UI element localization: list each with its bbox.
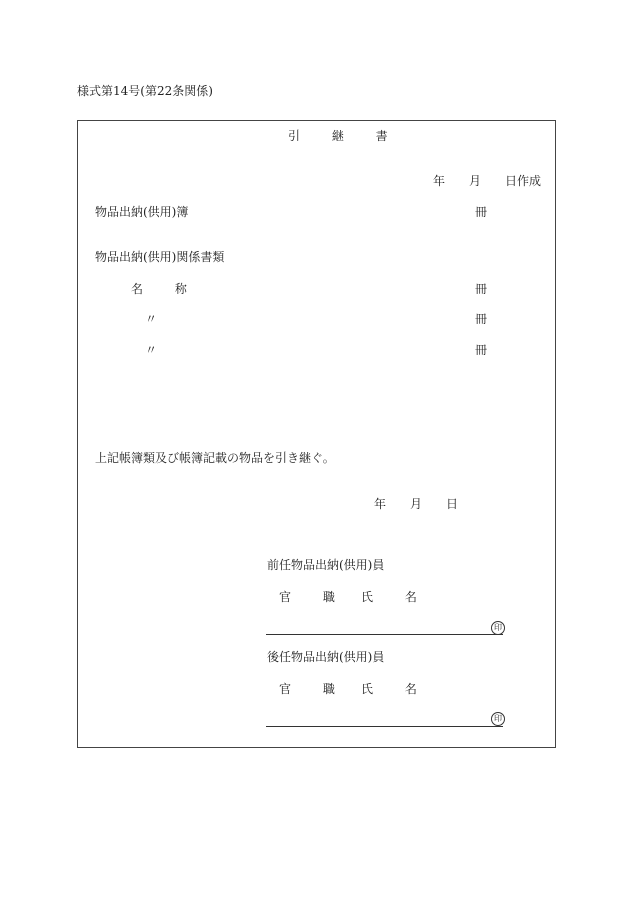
docs-label: 物品出納(供用)関係書類 (95, 250, 225, 264)
docs-row-name: 〃 (145, 343, 158, 357)
former-signature-line (266, 634, 503, 635)
former-name-label: 氏 名 (361, 590, 431, 604)
former-title-label: 官 職 (279, 590, 349, 604)
form-number: 様式第14号(第22条関係) (77, 84, 213, 98)
form-title: 引 継 書 (288, 129, 402, 143)
ledger-unit: 冊 (475, 205, 488, 219)
created-day: 日作成 (505, 174, 542, 188)
successor-officer-label: 後任物品出納(供用)員 (267, 650, 385, 664)
successor-seal-icon: 印 (491, 712, 505, 726)
docs-row-unit: 冊 (475, 282, 488, 296)
successor-signature-line (266, 726, 503, 727)
docs-row-name: 名 称 (131, 282, 201, 296)
successor-name-label: 氏 名 (361, 682, 431, 696)
statement-text: 上記帳簿類及び帳簿記載の物品を引き継ぐ。 (95, 451, 335, 465)
docs-row-name: 〃 (145, 312, 158, 326)
date-month: 月 (410, 497, 423, 511)
created-month: 月 (469, 174, 482, 188)
former-seal-icon: 印 (491, 621, 505, 635)
date-year: 年 (374, 497, 387, 511)
former-officer-label: 前任物品出納(供用)員 (267, 558, 385, 572)
ledger-label: 物品出納(供用)簿 (95, 205, 189, 219)
docs-row-unit: 冊 (475, 343, 488, 357)
successor-title-label: 官 職 (279, 682, 349, 696)
date-day: 日 (446, 497, 459, 511)
docs-row-unit: 冊 (475, 312, 488, 326)
created-year: 年 (433, 174, 446, 188)
